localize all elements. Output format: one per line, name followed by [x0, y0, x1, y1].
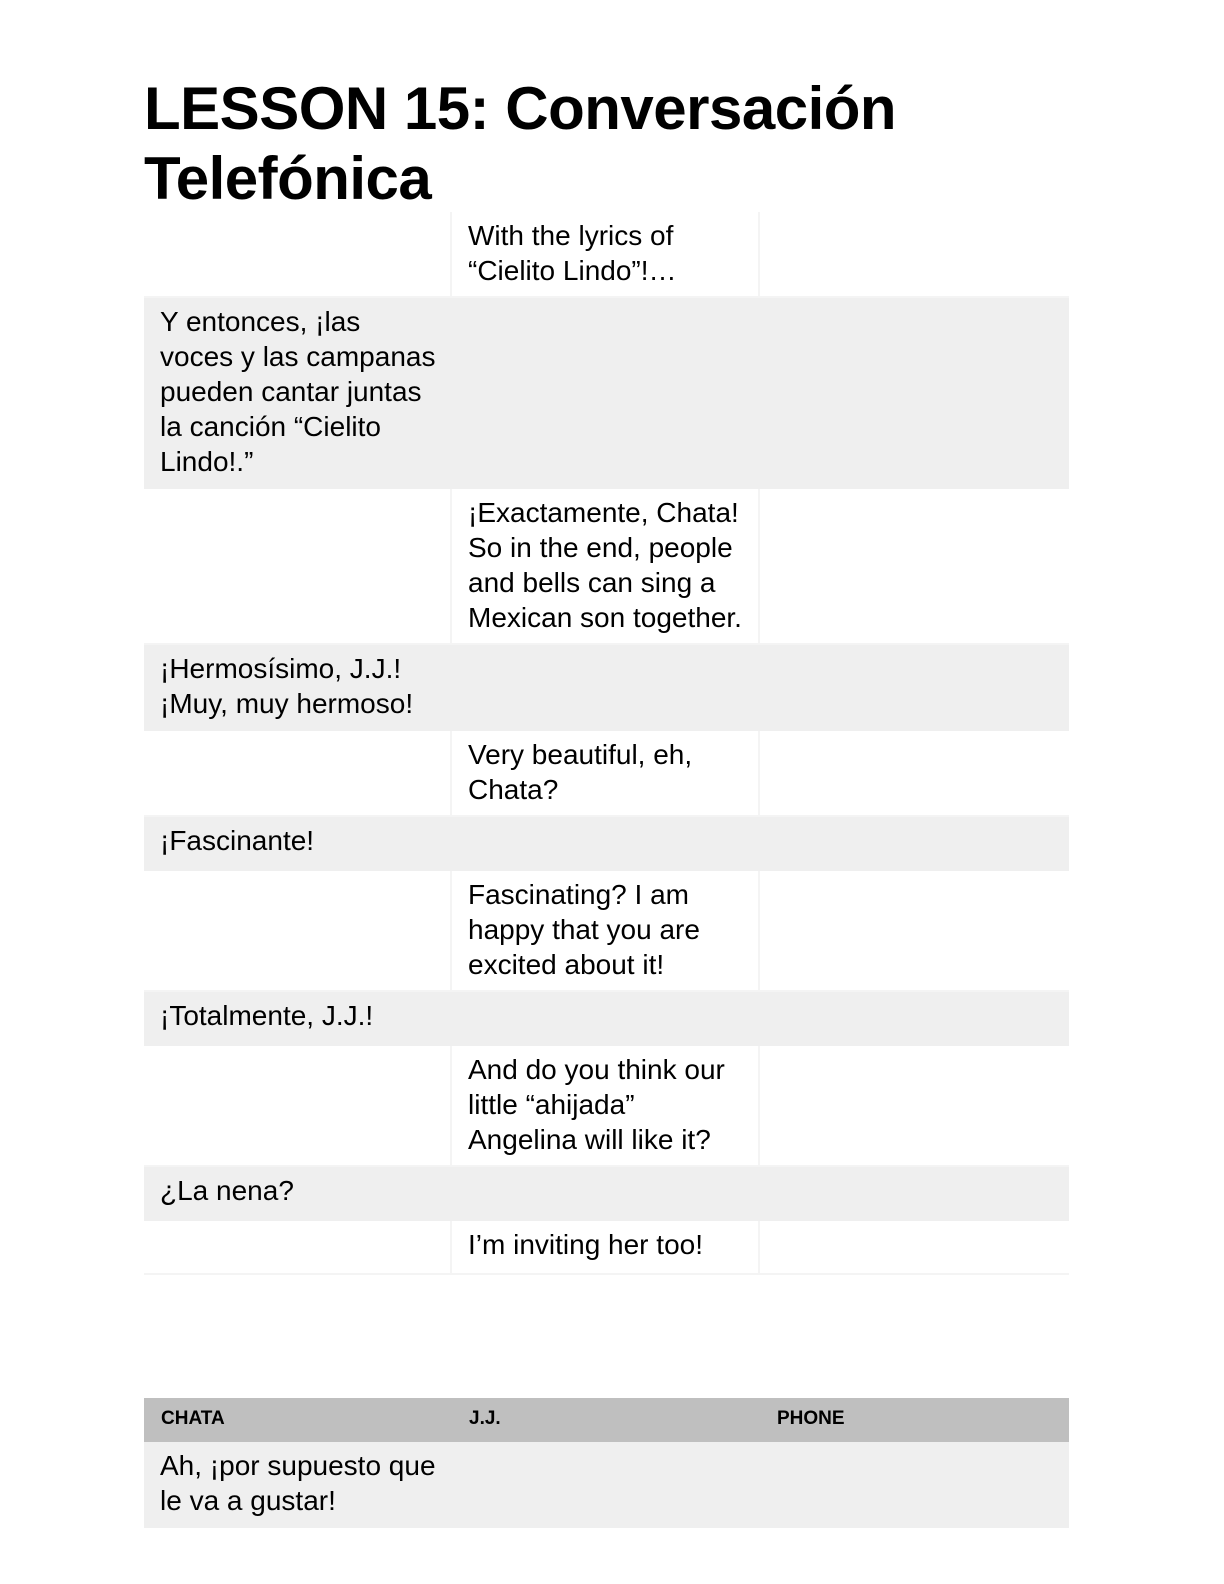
chata-cell	[144, 1046, 452, 1167]
column-header-jj: J.J.	[452, 1398, 760, 1442]
jj-cell	[452, 645, 760, 731]
table-row	[144, 298, 1069, 489]
phone-cell	[760, 817, 1069, 871]
table-row	[144, 645, 1069, 731]
chata-cell: ¡Fascinante!	[144, 817, 452, 871]
jj-cell: I’m inviting her too!	[452, 1221, 760, 1275]
table-row	[144, 871, 1069, 992]
page-title: LESSON 15: Conversación Telefónica	[144, 75, 897, 212]
column-header-phone: PHONE	[760, 1398, 1069, 1442]
dialogue-table	[144, 212, 1069, 1275]
chata-cell: ¡Totalmente, J.J.!	[144, 992, 452, 1046]
chata-cell: Y entonces, ¡las voces y las campanas pueden cantar juntas la canción “Cielito Lindo!.”	[144, 298, 452, 489]
jj-cell: ¡Exactamente, Chata! So in the end, people and bells can sing a Mexican son together.	[452, 489, 760, 645]
table-row	[144, 1442, 1069, 1528]
table-row	[144, 1167, 1069, 1221]
chata-cell: ¿La nena?	[144, 1167, 452, 1221]
table-row	[144, 1221, 1069, 1275]
table-row	[144, 731, 1069, 817]
jj-cell	[452, 817, 760, 871]
phone-cell	[760, 489, 1069, 645]
table-row	[144, 1046, 1069, 1167]
phone-cell	[760, 212, 1069, 298]
chata-cell	[144, 489, 452, 645]
phone-cell	[760, 1046, 1069, 1167]
jj-cell: With the lyrics of “Cielito Lindo”!…	[452, 212, 760, 298]
jj-cell: Very beautiful, eh, Chata?	[452, 731, 760, 817]
phone-cell	[760, 1442, 1069, 1528]
jj-cell: Fascinating? I am happy that you are excited about it!	[452, 871, 760, 992]
chata-cell	[144, 212, 452, 298]
phone-cell	[760, 731, 1069, 817]
column-header-chata: CHATA	[144, 1398, 452, 1442]
chata-cell: ¡Hermosísimo, J.J.! ¡Muy, muy hermoso!	[144, 645, 452, 731]
chata-cell	[144, 731, 452, 817]
jj-cell	[452, 298, 760, 489]
phone-cell	[760, 871, 1069, 992]
chata-cell	[144, 1221, 452, 1275]
phone-cell	[760, 645, 1069, 731]
table-row	[144, 992, 1069, 1046]
phone-cell	[760, 1221, 1069, 1275]
phone-cell	[760, 1167, 1069, 1221]
chata-cell	[144, 871, 452, 992]
jj-cell	[452, 992, 760, 1046]
jj-cell: And do you think our little “ahijada” Angelina will like it?	[452, 1046, 760, 1167]
jj-cell	[452, 1167, 760, 1221]
dialogue-table-continued	[144, 1398, 1069, 1528]
jj-cell	[452, 1442, 760, 1528]
phone-cell	[760, 298, 1069, 489]
phone-cell	[760, 992, 1069, 1046]
table-row	[144, 212, 1069, 298]
table-row	[144, 817, 1069, 871]
chata-cell: Ah, ¡por supuesto que le va a gustar!	[144, 1442, 452, 1528]
table-header-row	[144, 1398, 1069, 1442]
table-row	[144, 489, 1069, 645]
